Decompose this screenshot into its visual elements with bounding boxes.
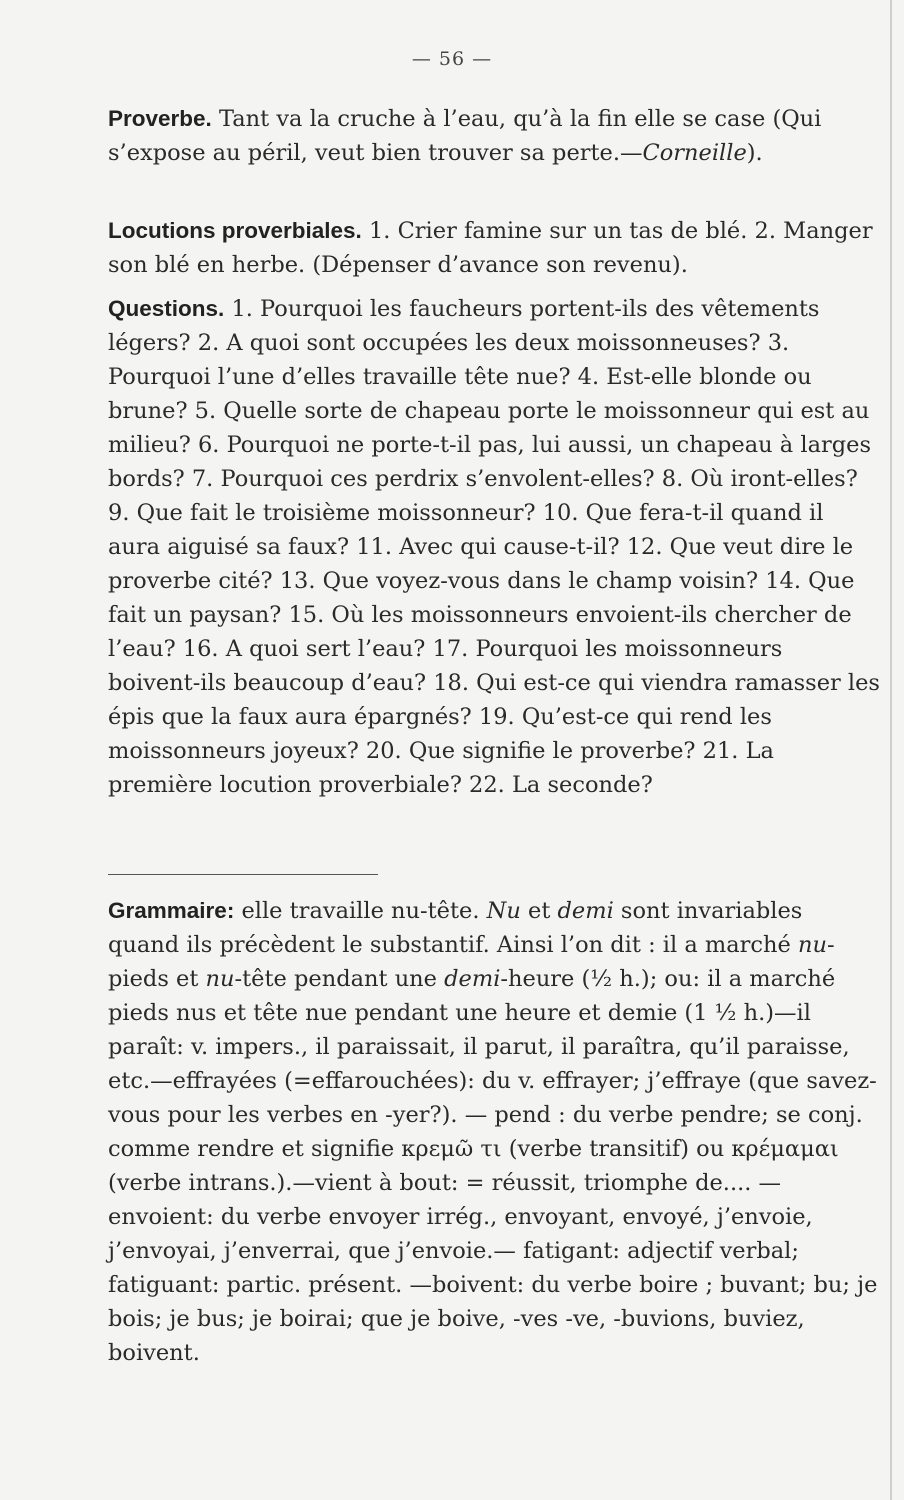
questions-label: Questions. (108, 296, 225, 321)
questions-section (108, 292, 880, 802)
grammaire-nu: Nu (486, 898, 521, 924)
proverbe-section (108, 102, 880, 170)
locutions-text: 1. Crier famine sur un tas de blé. 2. Manger son blé en herbe. (Dépenser d’avance son revenu). (108, 218, 873, 278)
grammaire-demi: demi (557, 898, 614, 924)
proverbe-author: Corneille (642, 140, 747, 166)
grammaire-nu-tete-a: nu (205, 966, 235, 992)
page-edge (890, 0, 892, 1500)
questions-text: 1. Pourquoi les faucheurs portent-ils des vêtements légers? 2. A quoi sont occupées les deux moissonneuses? 3. Pourquoi l’une d’elles travaille tête nue? 4. Est-elle blonde ou brune? 5. Quelle sorte de chapeau porte le moissonneur qui est au milieu? 6. Pourquoi ne porte-t-il pas, lui aussi, un chapeau à larges bords? 7. Pourquoi ces perdrix s’envolent-elles? 8. Où iront-elles? 9. Que fait le troisième moissonneur? 10. Que fera-t-il quand il aura aiguisé sa faux? 11. Avec qui cause-t-il? 12. Que veut dire le proverbe cité? 13. Que voyez-vous dans le champ voisin? 14. Que fait un paysan? 15. Où les moissonneurs envoient-ils chercher de l’eau? 16. A quoi sert l’eau? 17. Pourquoi les moissonneurs boivent-ils beaucoup d’eau? 18. Qui est-ce qui viendra ramasser les épis que la faux aura épargnés? 19. Qu’est-ce qui rend les moissonneurs joyeux? 20. Que signifie le proverbe? 21. La première locution proverbiale? 22. La seconde? (108, 296, 880, 798)
grammaire-nu-pieds-a: nu (797, 932, 827, 958)
grammaire-nu-pieds-b: -pieds et (108, 932, 835, 992)
proverbe-label: Proverbe. (108, 106, 212, 131)
grammaire-intro: elle travaille nu-tête. (241, 898, 480, 924)
grammaire-et: et (528, 898, 551, 924)
grammaire-demi-heure-b: -heure (½ h.); ou: il a marché pieds nus et tête nue pendant une heure et demie (1 ½ h.)—il paraît: v. impers., il paraissait, il parut, il paraîtra, qu’il paraisse, etc.—effrayées (=effarouchées): du v. effrayer; j’effraye (que savez-vous pour les verbes en -yer?). — pend : du verbe pendre; se conj. comme rendre et signifie κρεμῶ τι (verbe transitif) ou κρέμαμαι (verbe intrans.).—vient à bout: = réussit, triomphe de.... — envoient: du verbe envoyer irrég., envoyant, envoyé, j’envoie, j’envoyai, j’enverrai, que j’envoie.— fatigant: adjectif verbal; fatiguant: partic. présent. —boivent: du verbe boire ; buvant; bu; je bois; je bus; je boirai; que je boive, -ves -ve, -buvions, buviez, boivent. (108, 966, 878, 1366)
locutions-section (108, 214, 880, 282)
proverbe-end: ). (746, 140, 763, 166)
proverbe-text: Tant va la cruche à l’eau, qu’à la fin elle se case (Qui s’expose au péril, veut bien trouver sa perte.— (108, 106, 822, 166)
page-number: — 56 — (411, 48, 493, 70)
grammaire-nu-tete-b: -tête pendant une (234, 966, 437, 992)
grammaire-section (108, 894, 880, 1370)
grammaire-rule: sont invariables quand ils précèdent le substantif. Ainsi l’on dit : il a marché (108, 898, 803, 958)
section-divider (108, 874, 378, 875)
grammaire-demi-heure-a: demi (444, 966, 501, 992)
locutions-label: Locutions proverbiales. (108, 218, 362, 243)
grammaire-label: Grammaire: (108, 898, 235, 923)
